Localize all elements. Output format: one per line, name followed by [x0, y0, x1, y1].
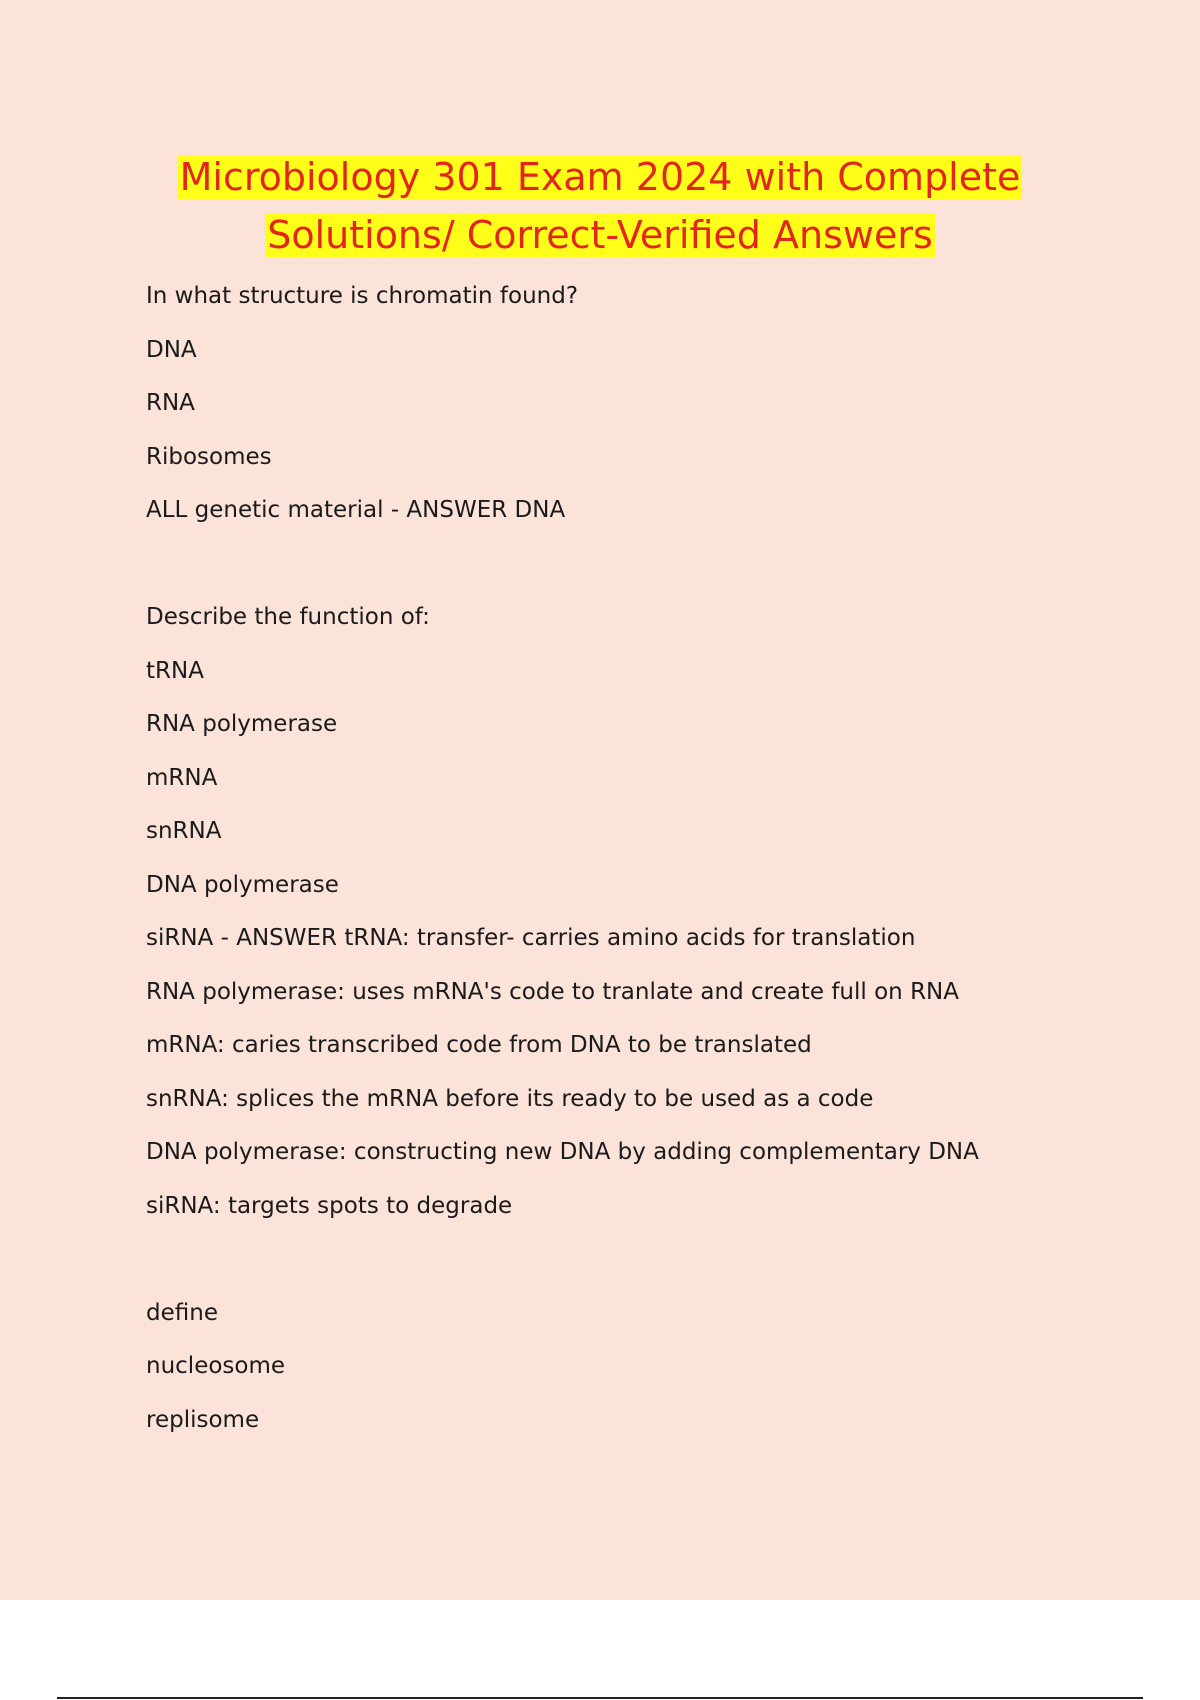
- question-1-option-ribosomes: Ribosomes: [146, 443, 272, 470]
- question-1-option-dna: DNA: [146, 336, 197, 363]
- question-3-text: define: [146, 1299, 218, 1326]
- question-2-item-snrna: snRNA: [146, 818, 222, 844]
- question-2-answer-dna-polymerase: DNA polymerase: constructing new DNA by adding complementary DNA: [146, 1139, 979, 1165]
- question-2-answer-mrna: mRNA: caries transcribed code from DNA to be translated: [146, 1032, 812, 1058]
- question-2-answer-sirna: siRNA: targets spots to degrade: [146, 1192, 513, 1219]
- question-1-answer: ALL genetic material - ANSWER DNA: [146, 497, 566, 523]
- document-title: [0, 148, 1200, 264]
- footer-divider: [57, 1697, 1143, 1699]
- question-2-answer-rna-polymerase: RNA polymerase: uses mRNA's code to tranlate and create full on RNA: [146, 978, 959, 1005]
- question-3-item-replisome: replisome: [146, 1406, 260, 1433]
- title-line-1: Microbiology 301 Exam 2024 with Complete: [179, 155, 1021, 199]
- question-2-item-trna: tRNA: [146, 657, 204, 684]
- question-1-text: In what structure is chromatin found?: [146, 283, 579, 309]
- question-2-answer-trna: siRNA - ANSWER tRNA: transfer- carries amino acids for translation: [146, 925, 916, 951]
- question-2-text: Describe the function of:: [146, 604, 430, 630]
- question-3-item-nucleosome: nucleosome: [146, 1353, 286, 1379]
- question-2-item-dna-polymerase: DNA polymerase: [146, 871, 339, 898]
- question-2-item-mrna: mRNA: [146, 764, 218, 791]
- document-body: [146, 278, 1106, 1455]
- blank-line: [146, 1241, 1106, 1295]
- title-line-2: Solutions/ Correct-Verified Answers: [267, 213, 933, 257]
- blank-line: [146, 546, 1106, 600]
- question-1-option-rna: RNA: [146, 390, 195, 416]
- question-2-item-rna-polymerase: RNA polymerase: [146, 711, 338, 737]
- question-2-answer-snrna: snRNA: splices the mRNA before its ready to be used as a code: [146, 1085, 874, 1112]
